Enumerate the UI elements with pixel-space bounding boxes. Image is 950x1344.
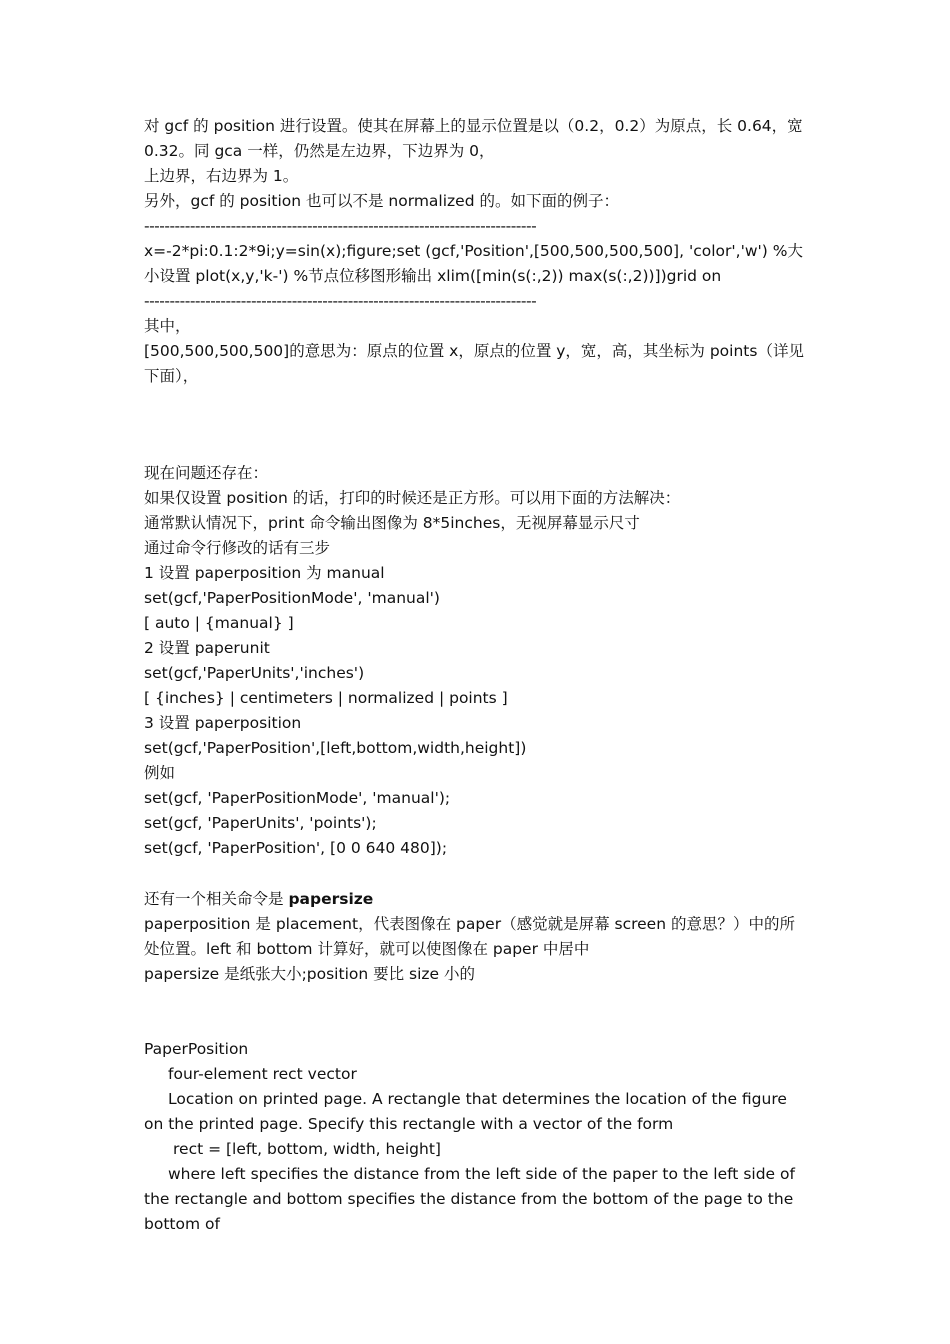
docs-title: PaperPosition: [144, 1040, 249, 1058]
papersize-paragraph-1: paperposition 是 placement，代表图像在 paper（感觉就是屏幕 screen 的意思？）中的所处位置。left 和 bottom 计算好，就可以使图像在 paper 中居中: [144, 915, 795, 958]
problem-line-2: 如果仅设置 position 的话，打印的时候还是正方形。可以用下面的方法解决：: [144, 489, 681, 507]
step-2-title: 2 设置 paperunit: [144, 639, 270, 657]
step-3-code: set(gcf,'PaperPosition',[left,bottom,width,height]): [144, 739, 527, 757]
papersize-paragraph-2: papersize 是纸张大小;position 要比 size 小的: [144, 965, 476, 983]
papersize-lead-bold: papersize: [288, 890, 374, 908]
step-1-title: 1 设置 paperposition 为 manual: [144, 564, 385, 582]
intro-paragraph-1: 对 gcf 的 position 进行设置。使其在屏幕上的显示位置是以（0.2，0.2）为原点，长 0.64，宽 0.32。同 gca 一样，仍然是左边界，下边界为 0，: [144, 117, 803, 160]
docs-description: Location on printed page. A rectangle that determines the location of the figure on the printed page. Specify this rectangle with a vector of the form: [144, 1090, 787, 1133]
problem-line-4: 通过命令行修改的话有三步: [144, 539, 331, 557]
example-code-3: set(gcf, 'PaperPosition', [0 0 640 480]);: [144, 839, 448, 857]
papersize-lead-text: 还有一个相关命令是: [144, 890, 289, 908]
spacer: [144, 861, 810, 887]
docs-type: four-element rect vector: [168, 1065, 357, 1083]
intro-paragraph-2: 上边界，右边界为 1。: [144, 167, 299, 185]
separator-bottom: -----------------------------------------------------------------------------: [144, 292, 537, 310]
docs-rect: rect = [left, bottom, width, height]: [173, 1140, 441, 1158]
example-code-2: set(gcf, 'PaperUnits', 'points');: [144, 814, 377, 832]
papersize-lead: [144, 887, 810, 912]
spacer: [144, 389, 810, 461]
document-body: [144, 114, 810, 1237]
example-code-1: set(gcf, 'PaperPositionMode', 'manual');: [144, 789, 451, 807]
step-1-code: set(gcf,'PaperPositionMode', 'manual'): [144, 589, 440, 607]
step-3-title: 3 设置 paperposition: [144, 714, 302, 732]
problem-line-1: 现在问题还存在：: [144, 464, 269, 482]
separator-top: -----------------------------------------------------------------------------: [144, 217, 537, 235]
spacer: [144, 987, 810, 1037]
step-1-options: [ auto | {manual} ]: [144, 614, 294, 632]
example-code: x=-2*pi:0.1:2*9i;y=sin(x);figure;set (gcf,'Position',[500,500,500,500], 'color','w') %大小设置 plot(x,y,'k-') %节点位移图形输出 xlim([min(s(:,2)) max(s(:,2))])grid on: [144, 242, 803, 285]
intro-paragraph-3: 另外，gcf 的 position 也可以不是 normalized 的。如下面的例子：: [144, 192, 619, 210]
step-2-options: [ {inches} | centimeters | normalized | points ]: [144, 689, 508, 707]
problem-line-3: 通常默认情况下，print 命令输出图像为 8*5inches，无视屏幕显示尺寸: [144, 514, 640, 532]
step-2-code: set(gcf,'PaperUnits','inches'): [144, 664, 365, 682]
docs-where: where left specifies the distance from the left side of the paper to the left side of the rectangle and bottom specifies the distance from the bottom of the page to the bottom of: [144, 1165, 795, 1233]
explain-line-1: 其中，: [144, 317, 191, 335]
example-label: 例如: [144, 764, 176, 782]
explain-line-2: [500,500,500,500]的意思为：原点的位置 x，原点的位置 y，宽，高，其坐标为 points（详见下面），: [144, 342, 804, 385]
